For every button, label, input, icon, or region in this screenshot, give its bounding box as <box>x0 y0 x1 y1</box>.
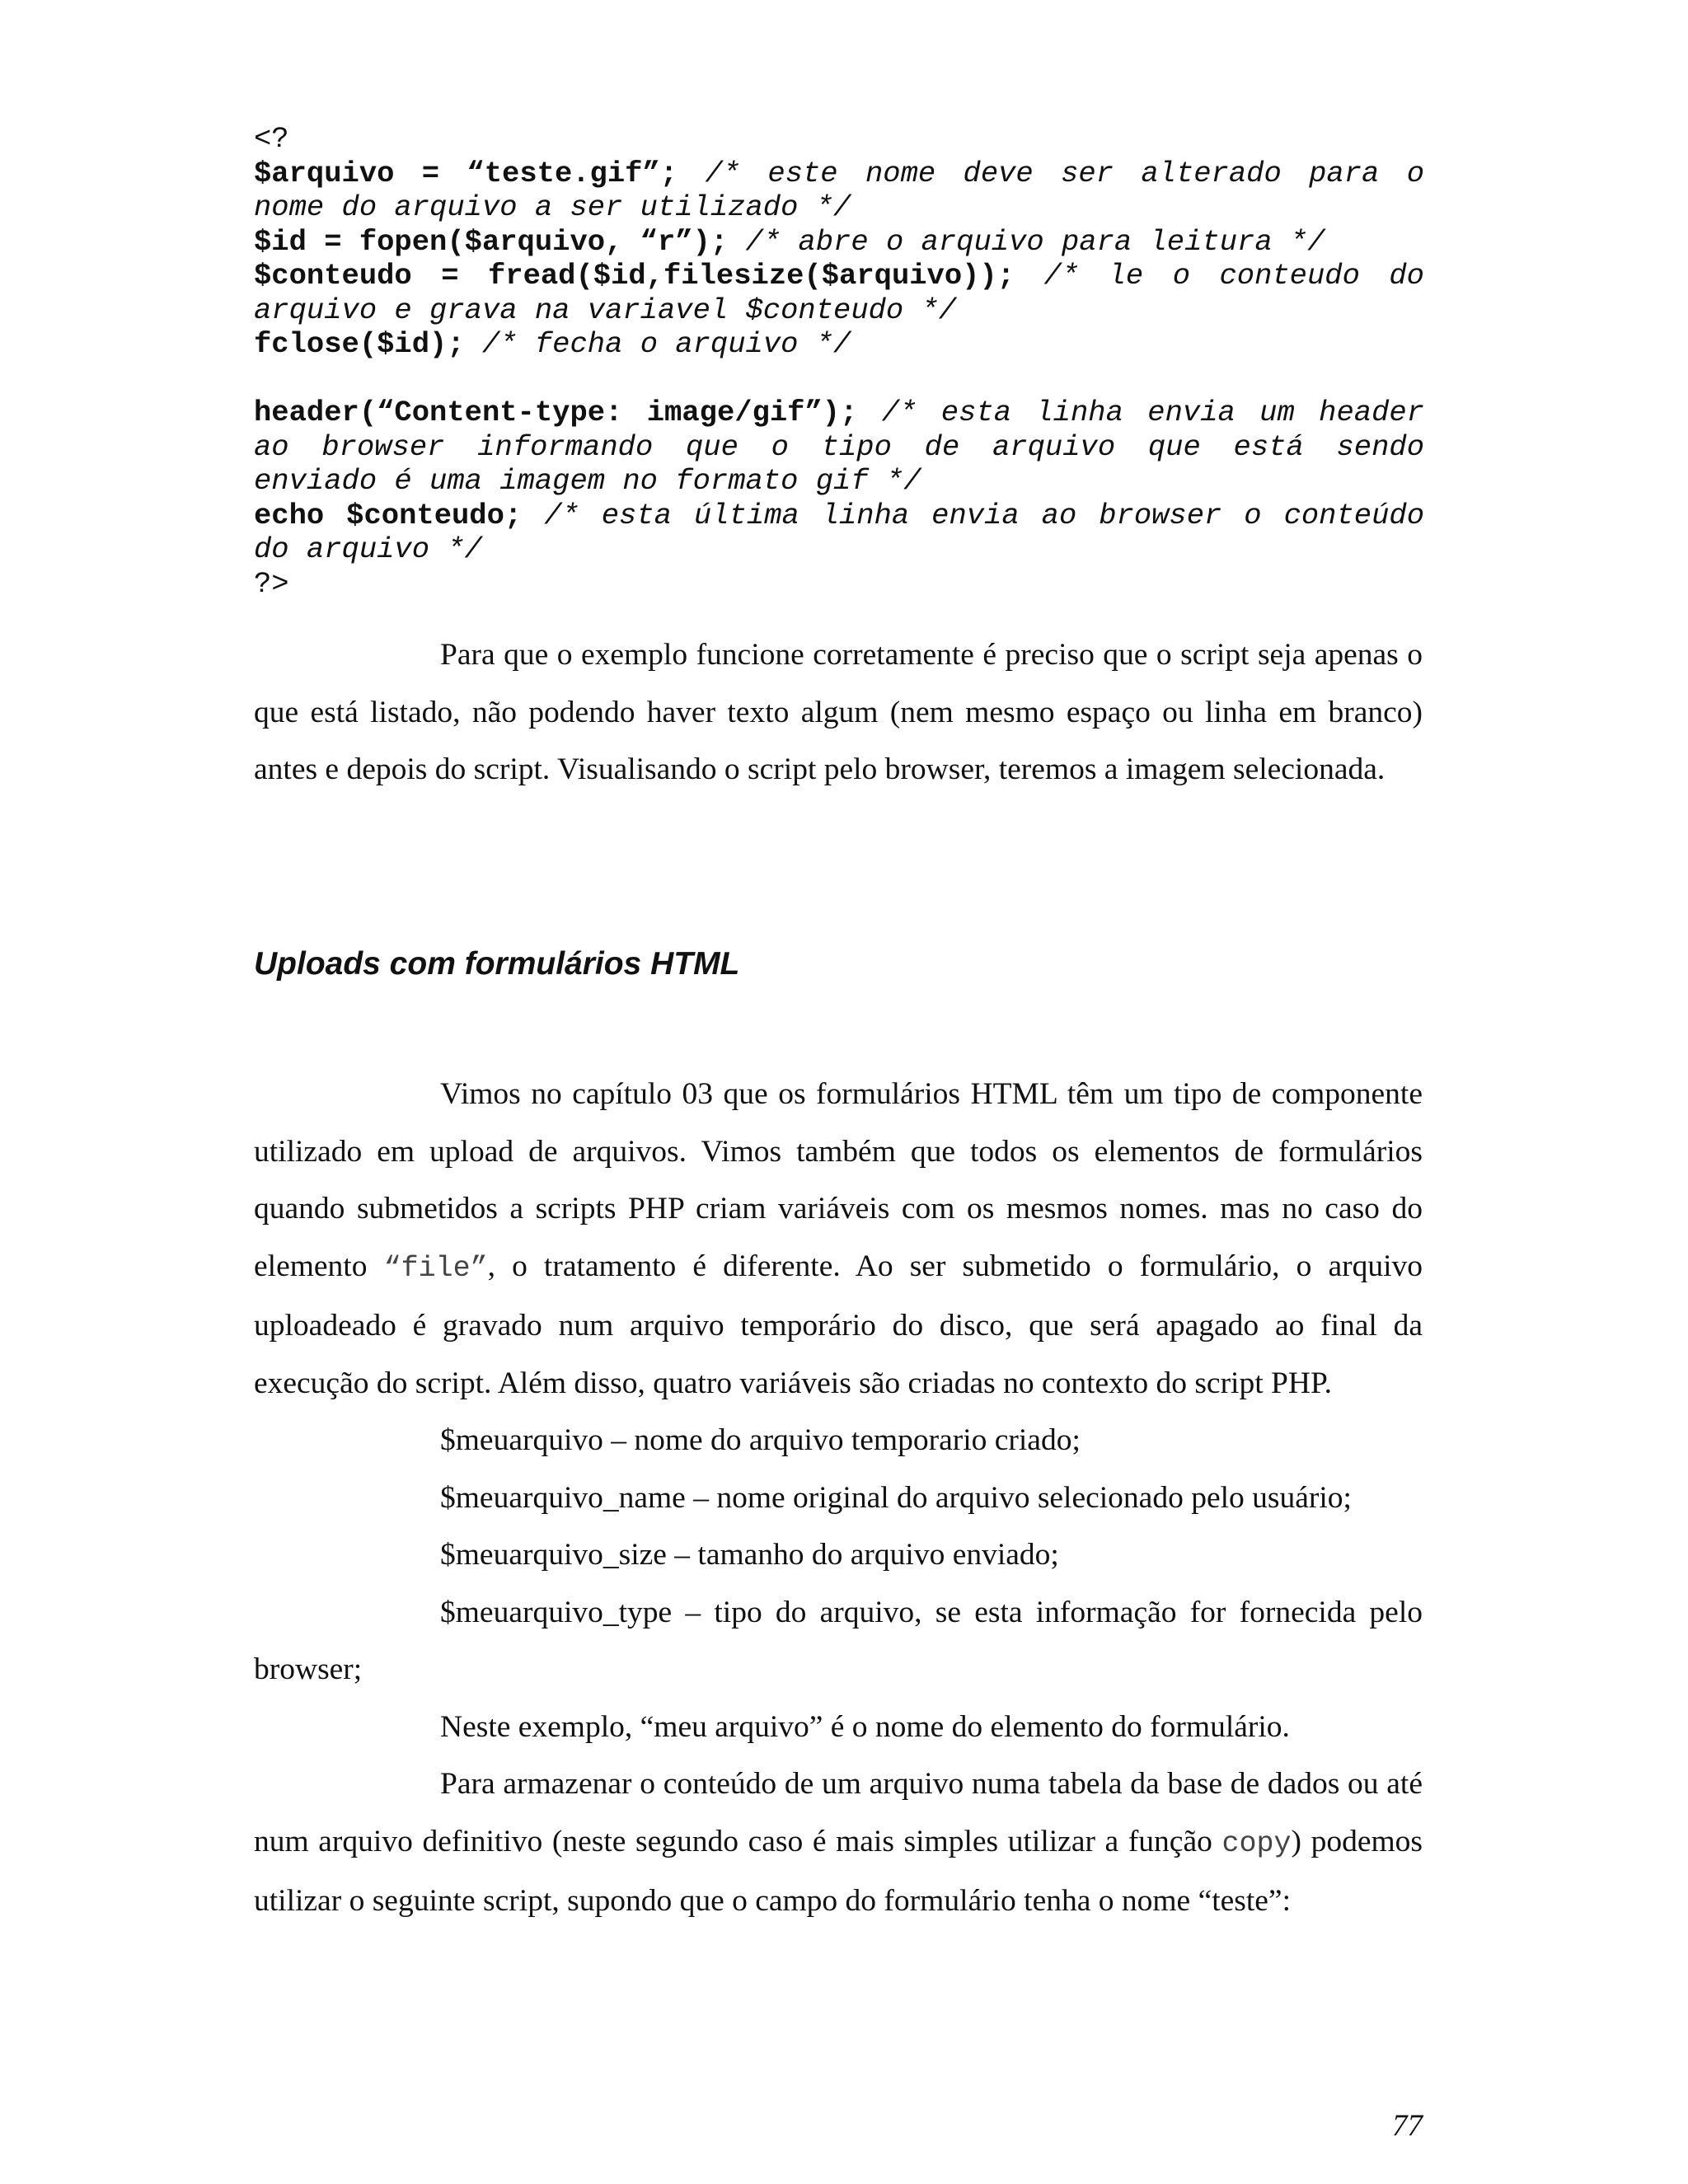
code-line-3-cont <box>254 293 1424 328</box>
paragraph-script-note <box>254 626 1423 799</box>
code-blank-line <box>254 362 1424 396</box>
paragraph-upload-intro <box>254 1066 1423 1412</box>
inline-code-file: “file” <box>383 1251 488 1285</box>
var-list-item: $meuarquivo_type – tipo do arquivo, se esta informação for fornecida pelo browser; <box>254 1595 1423 1686</box>
paragraph-text: Para armazenar o conteúdo de um arquivo numa tabela da base de dados ou até num arquivo definitivo (neste segundo caso é mais simples utilizar a função <box>254 1767 1423 1858</box>
code-line-6 <box>254 499 1424 533</box>
code-comment: enviado é uma imagem no formato gif */ <box>254 464 921 498</box>
code-open-tag: <? <box>254 122 289 156</box>
code-comment: /* este nome deve ser alterado para o <box>705 156 1424 190</box>
code-comment: /* abre o arquivo para leitura */ <box>745 224 1325 259</box>
code-comment: nome do arquivo a ser utilizado */ <box>254 190 851 224</box>
code-comment: ao browser informando que o tipo de arquivo que está sendo <box>254 429 1424 464</box>
code-statement: $id = fopen($arquivo, “r”); <box>254 224 729 259</box>
paragraph-text: Para que o exemplo funcione corretamente é preciso que o script seja apenas o que está listado, não podendo haver texto algum (nem mesmo espaço ou linha em branco) antes e depois do script. Visualisando o script pelo browser, teremos a imagem selecionada. <box>254 638 1423 786</box>
paragraph-example-note: Neste exemplo, “meu arquivo” é o nome do elemento do formulário. <box>440 1709 1290 1744</box>
code-close-tag: ?> <box>254 566 289 601</box>
code-line-5-cont <box>254 430 1424 465</box>
section-heading: Uploads com formulários HTML <box>254 946 740 982</box>
code-comment: /* esta última linha envia ao browser o conteúdo <box>544 498 1424 532</box>
code-statement: echo $conteudo; <box>254 498 523 532</box>
code-line-1-cont <box>254 190 1424 225</box>
inline-code-copy: copy <box>1221 1826 1292 1860</box>
code-statement: $conteudo = fread($id,filesize($arquivo)); <box>254 259 1015 293</box>
code-statement: fclose($id); <box>254 327 465 361</box>
paragraph-text: Vimos no capítulo 03 que os formulários HTML têm um tipo de componente utilizado em upload de arquivos. Vimos também que todos os elementos de formulários quando submetidos a scripts PHP criam variáveis com os mesmos nomes. mas no caso do elemento <box>254 1077 1423 1283</box>
paragraph-text: , o tratamento é diferente. Ao ser submetido o formulário, o arquivo uploadeado é gravado num arquivo temporário do disco, que será apagado ao final da execução do script. Além disso, quatro variáveis são criadas no contexto do script PHP. <box>254 1249 1423 1400</box>
code-statement: $arquivo = “teste.gif”; <box>254 156 678 190</box>
code-comment: /* le o conteudo do <box>1043 259 1424 293</box>
code-comment: arquivo e grava na variavel $conteudo */ <box>254 293 957 327</box>
upload-section-body <box>254 1066 1423 1930</box>
code-comment: /* fecha o arquivo */ <box>481 327 851 361</box>
php-code-block <box>254 122 1424 601</box>
page-number: 77 <box>1392 2109 1423 2143</box>
paragraph-text: ) podemos utilizar o seguinte script, supondo que o campo do formulário tenha o nome “teste”: <box>254 1824 1423 1918</box>
code-line-2 <box>254 225 1424 260</box>
var-list-item: $meuarquivo_size – tamanho do arquivo enviado; <box>440 1538 1059 1572</box>
var-list-item: $meuarquivo – nome do arquivo temporario criado; <box>440 1423 1081 1457</box>
var-list-item: $meuarquivo_name – nome original do arquivo selecionado pelo usuário; <box>440 1480 1352 1515</box>
code-comment: do arquivo */ <box>254 532 482 566</box>
code-line-6-cont <box>254 532 1424 567</box>
code-line-1 <box>254 157 1424 191</box>
code-line-3 <box>254 259 1424 293</box>
code-line-5 <box>254 396 1424 430</box>
paragraph-storage <box>254 1755 1423 1930</box>
code-line-5-cont2 <box>254 464 1424 499</box>
code-comment: /* esta linha envia um header <box>881 396 1424 429</box>
code-line-4 <box>254 327 1424 362</box>
code-statement: header(“Content-type: image/gif”); <box>254 396 858 429</box>
